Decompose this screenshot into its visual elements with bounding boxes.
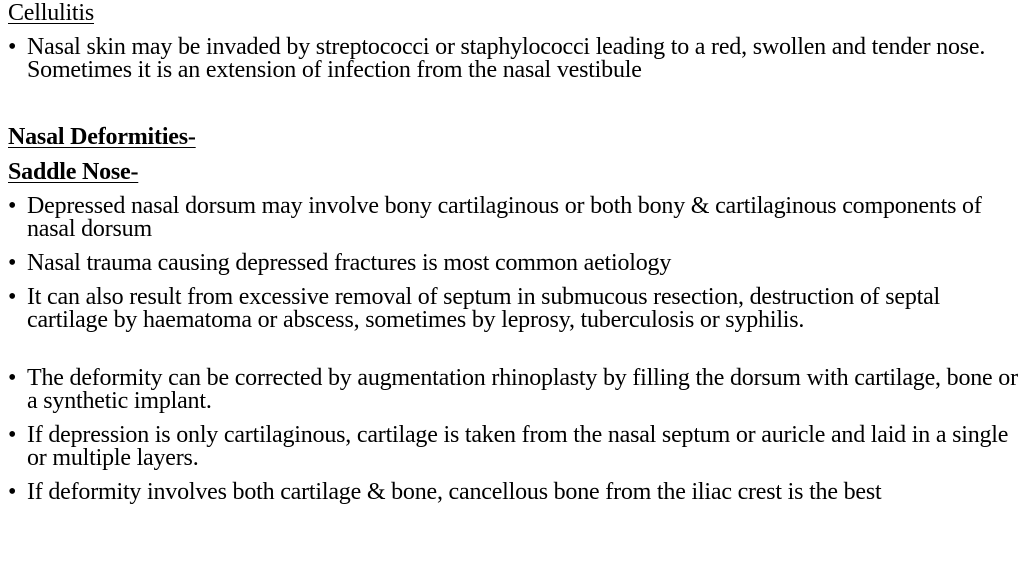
bullet-dot: • <box>8 365 17 391</box>
bullet-item <box>8 252 1022 275</box>
bullet-dot: • <box>8 284 17 310</box>
bullet-dot: • <box>8 422 17 448</box>
bullet-item <box>8 481 1022 504</box>
bullet-text: The deformity can be corrected by augmentation rhinoplasty by filling the dorsum with cartilage, bone or a synthetic implant. <box>27 365 1018 414</box>
bullet-dot: • <box>8 250 17 276</box>
bullet-text: If depression is only cartilaginous, cartilage is taken from the nasal septum or auricle and laid in a single or multiple layers. <box>27 422 1009 471</box>
cellulitis-heading: Cellulitis <box>8 0 95 26</box>
bullet-item <box>8 36 1022 82</box>
bullet-item <box>8 367 1022 413</box>
bullet-dot: • <box>8 34 17 60</box>
nasal-deformities-heading: Nasal Deformities- <box>8 124 196 150</box>
bullet-text: If deformity involves both cartilage & bone, cancellous bone from the iliac crest is the best <box>27 479 882 505</box>
bullet-text: Depressed nasal dorsum may involve bony cartilaginous or both bony & cartilaginous components of nasal dorsum <box>27 193 982 242</box>
saddle-nose-subheading: Saddle Nose- <box>8 159 139 185</box>
bullet-dot: • <box>8 193 17 219</box>
bullet-item <box>8 286 1022 332</box>
bullet-dot: • <box>8 479 17 505</box>
bullet-item <box>8 195 1022 241</box>
bullet-item <box>8 424 1022 470</box>
bullet-text: Nasal trauma causing depressed fractures is most common aetiology <box>27 250 672 276</box>
bullet-text: It can also result from excessive removal of septum in submucous resection, destruction of septal cartilage by haematoma or abscess, sometimes by leprosy, tuberculosis or syphilis. <box>27 284 941 333</box>
bullet-text: Nasal skin may be invaded by streptococci or staphylococci leading to a red, swollen and tender nose. Sometimes it is an extension of infection from the nasal vestibule <box>27 34 986 83</box>
